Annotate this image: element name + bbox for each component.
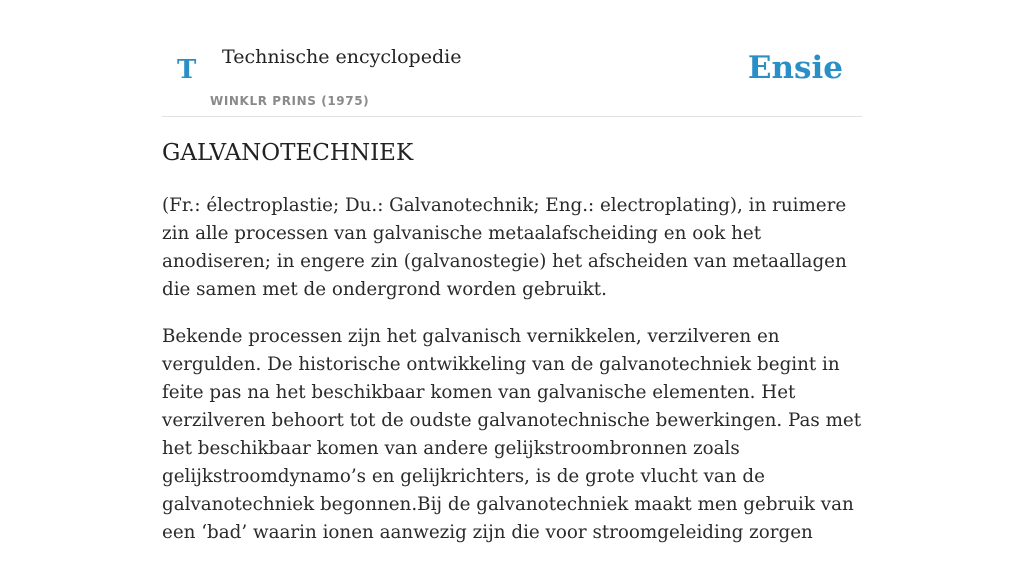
book-title-link[interactable]: Technische encyclopedie xyxy=(222,46,462,68)
ensie-logo-link[interactable]: Ensie xyxy=(747,50,843,86)
header xyxy=(162,0,862,117)
article-title: GALVANOTECHNIEK xyxy=(162,140,414,166)
article-paragraph: Bekende processen zijn het galvanisch vernikkelen, verzilveren en vergulden. De historische ontwikkeling van de galvanotechniek begint in feite pas na het beschikbaar komen van galvanische elementen. Het verzilveren behoort tot de oudste galvanotechnische bewerkingen. Pas met het beschikbaar komen van andere gelijkstroombronnen zoals gelijkstroomdynamo’s en gelijkrichters, is de grote vlucht van de galvanotechniek begonnen.Bij de galvanotechniek maakt men gebruik van een ‘bad’ waarin ionen aanwezig zijn die voor stroomgeleiding zorgen xyxy=(162,326,862,543)
publisher-label: WINKLR PRINS (1975) xyxy=(210,94,370,108)
article-body xyxy=(162,192,862,566)
article-paragraph: (Fr.: électroplastie; Du.: Galvanotechnik; Eng.: electroplating), in ruimere zin alle processen van galvanische metaalafscheiding en ook het anodiseren; in engere zin (galvanostegie) het afscheiden van metaallagen die samen met de ondergrond worden gebruikt. xyxy=(162,195,847,300)
book-logo-icon[interactable]: T xyxy=(177,55,197,85)
